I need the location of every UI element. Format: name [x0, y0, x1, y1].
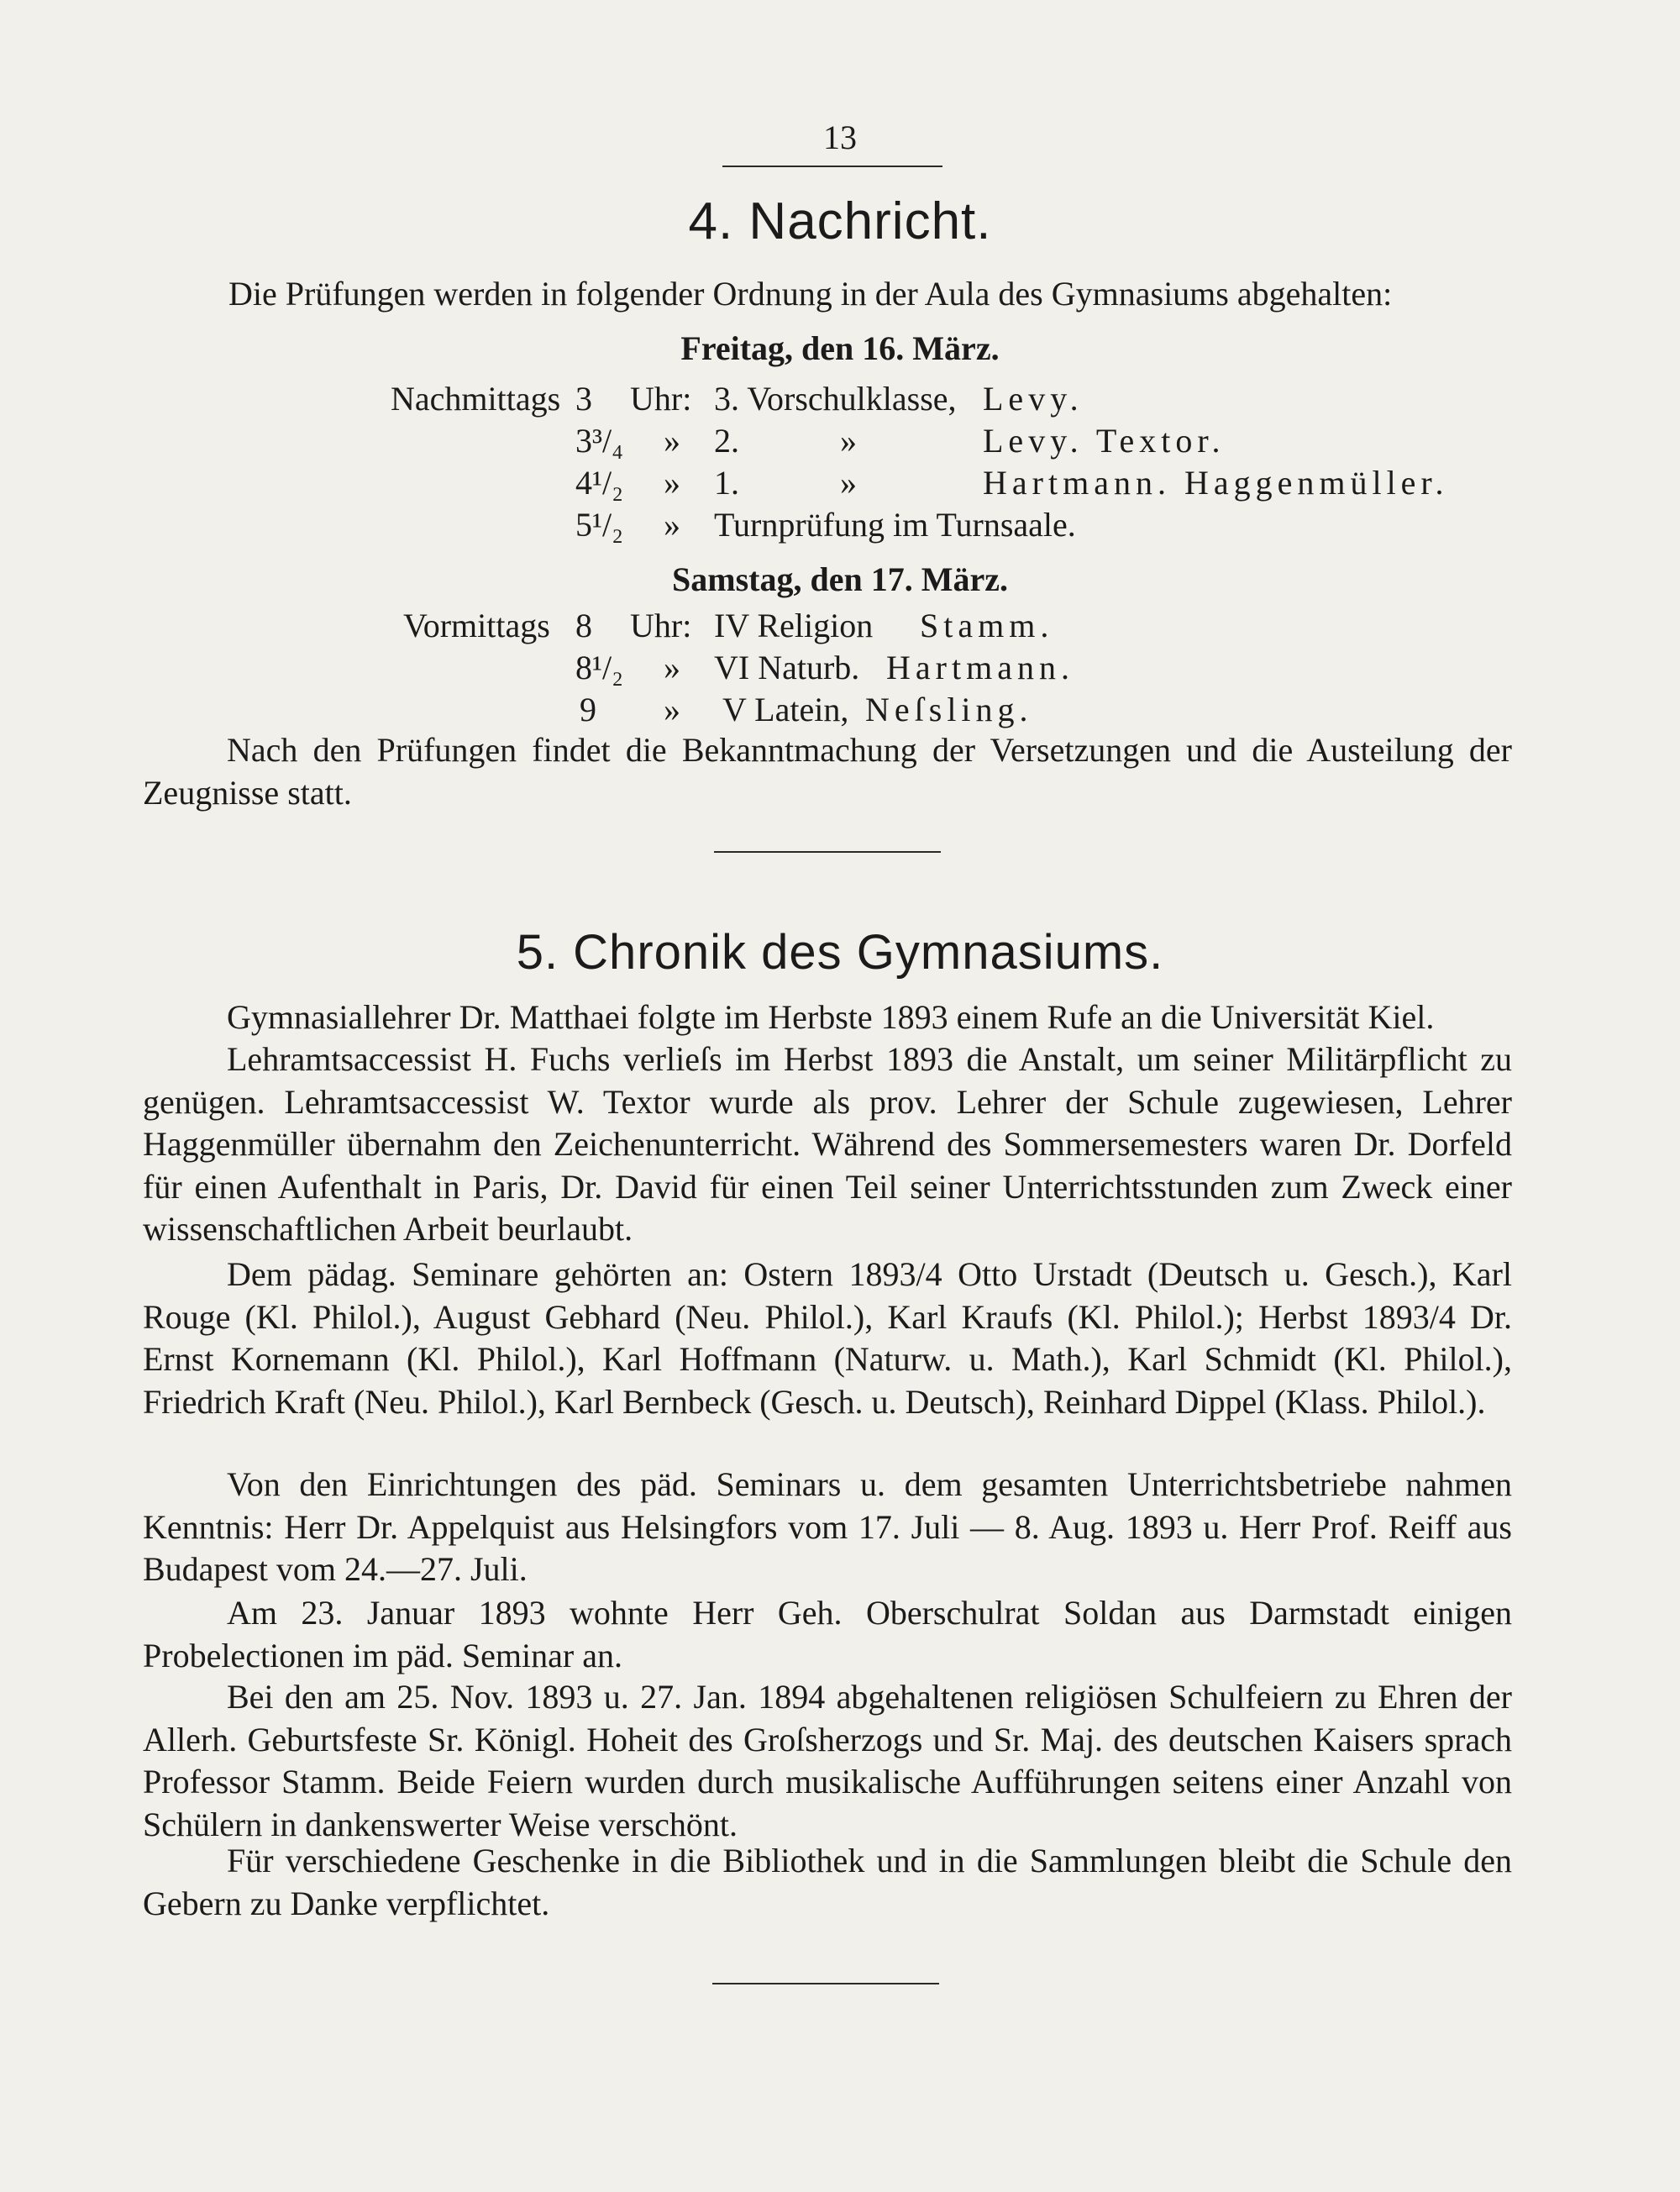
teacher: Hartmann.	[886, 649, 1074, 686]
section-4-closing: Nach den Prüfungen findet die Bekanntmachung der Versetzungen und die Austeilung der Zeugnisse statt.	[143, 731, 1512, 812]
class-label: V Latein,	[722, 691, 849, 728]
chronik-paragraph-2: Lehramtsaccessist H. Fuchs verlieſs im Herbst 1893 die Anstalt, um seiner Militärpflicht zu genügen. Lehramtsaccessist W. Textor wurde als prov. Lehrer der Schule zugewiesen, Lehrer Haggenmüller übernahm den Zeichenunterricht. Während des Sommersemesters waren Dr. Dorfeld für einen Aufenthalt in Paris, Dr. David für einen Teil seiner Unterrichtsstunden zum Zweck einer wissenschaftlichen Arbeit beurlaubt.	[143, 1040, 1512, 1248]
friday-heading: Freitag, den 16. März.	[680, 329, 1000, 367]
class-label: IV Religion	[714, 607, 874, 644]
ditto-mark: »	[840, 422, 857, 460]
class-label: 1.	[714, 464, 739, 502]
teacher: Neſsling.	[865, 691, 1033, 728]
teacher: Levy.	[983, 380, 1084, 418]
saturday-heading: Samstag, den 17. März.	[672, 560, 1008, 598]
ditto-mark: »	[840, 464, 857, 502]
chronik-paragraph-4: Von den Einrichtungen des päd. Seminars u. dem gesamten Unterrichtsbetriebe nahmen Kenntnis: Herr Dr. Appelquist aus Helsingfors vom 17. Juli — 8. Aug. 1893 u. Herr Prof. Reiff aus Budapest vom 24.—27. Juli.	[143, 1465, 1512, 1588]
unit: »	[664, 506, 680, 544]
chronik-paragraph-7: Für verschiedene Geschenke in die Bibliothek und in die Sammlungen bleibt die Schule den Gebern zu Danke verpflichtet.	[143, 1842, 1512, 1922]
class-label: Turnprüfung im Turnsaale.	[714, 506, 1076, 544]
header-rule	[722, 166, 942, 167]
friday-row-1	[391, 378, 560, 420]
time: 3³/₄	[575, 422, 624, 460]
unit: »	[664, 649, 680, 686]
time: 9	[580, 691, 596, 728]
section-5-title: 5. Chronik des Gymnasiums.	[516, 925, 1164, 980]
teacher: Stamm.	[920, 607, 1054, 644]
teacher: Levy. Textor.	[983, 422, 1226, 460]
teacher: Hartmann. Haggenmüller.	[983, 464, 1449, 502]
page-number: 13	[823, 118, 857, 156]
class-label: 3. Vorschulklasse,	[714, 380, 957, 418]
time: 3	[575, 380, 592, 418]
unit: Uhr:	[630, 607, 692, 644]
time: 8	[575, 607, 592, 644]
unit: Uhr:	[630, 380, 692, 418]
chronik-paragraph-3: Dem pädag. Seminare gehörten an: Ostern 1893/4 Otto Urstadt (Deutsch u. Gesch.), Karl Rouge (Kl. Philol.), August Gebhard (Neu. Philol.), Karl Kraufs (Kl. Philol.); Herbst 1893/4 Dr. Ernst Kornemann (Kl. Philol.), Karl Hoffmann (Naturw. u. Math.), Karl Schmidt (Kl. Philol.), Friedrich Kraft (Neu. Philol.), Karl Bernbeck (Gesch. u. Deutsch), Reinhard Dippel (Klass. Philol.).	[143, 1255, 1512, 1421]
time: 4¹/₂	[575, 464, 624, 502]
time: 5¹/₂	[575, 506, 624, 544]
class-label: 2.	[714, 422, 739, 460]
chronik-paragraph-6: Bei den am 25. Nov. 1893 u. 27. Jan. 1894 abgehaltenen religiösen Schulfeiern zu Ehren der Allerh. Geburtsfeste Sr. Königl. Hoheit des Groſsherzogs und Sr. Maj. des deutschen Kaisers sprach Professor Stamm. Beide Feiern wurden durch musikalische Aufführungen seitens einer Anzahl von Schülern in dankenswerter Weise verschönt.	[143, 1678, 1512, 1843]
period: Vormittags	[403, 607, 550, 644]
section-4-title: 4. Nachricht.	[688, 192, 992, 250]
section-divider	[714, 851, 941, 853]
period: Nachmittags	[391, 380, 561, 418]
unit: »	[664, 464, 680, 502]
footer-rule	[712, 1983, 939, 1984]
unit: »	[664, 422, 680, 460]
time: 8¹/₂	[575, 649, 624, 686]
chronik-paragraph-1: Gymnasiallehrer Dr. Matthaei folgte im Herbste 1893 einem Rufe an die Universität Kiel.	[227, 998, 1435, 1036]
section-4-intro: Die Prüfungen werden in folgender Ordnung in der Aula des Gymnasiums abgehalten:	[228, 275, 1393, 313]
unit: »	[664, 691, 680, 728]
class-label: VI Naturb.	[714, 649, 860, 686]
chronik-paragraph-5: Am 23. Januar 1893 wohnte Herr Geh. Oberschulrat Soldan aus Darmstadt einigen Probelectionen im päd. Seminar an.	[143, 1594, 1512, 1674]
